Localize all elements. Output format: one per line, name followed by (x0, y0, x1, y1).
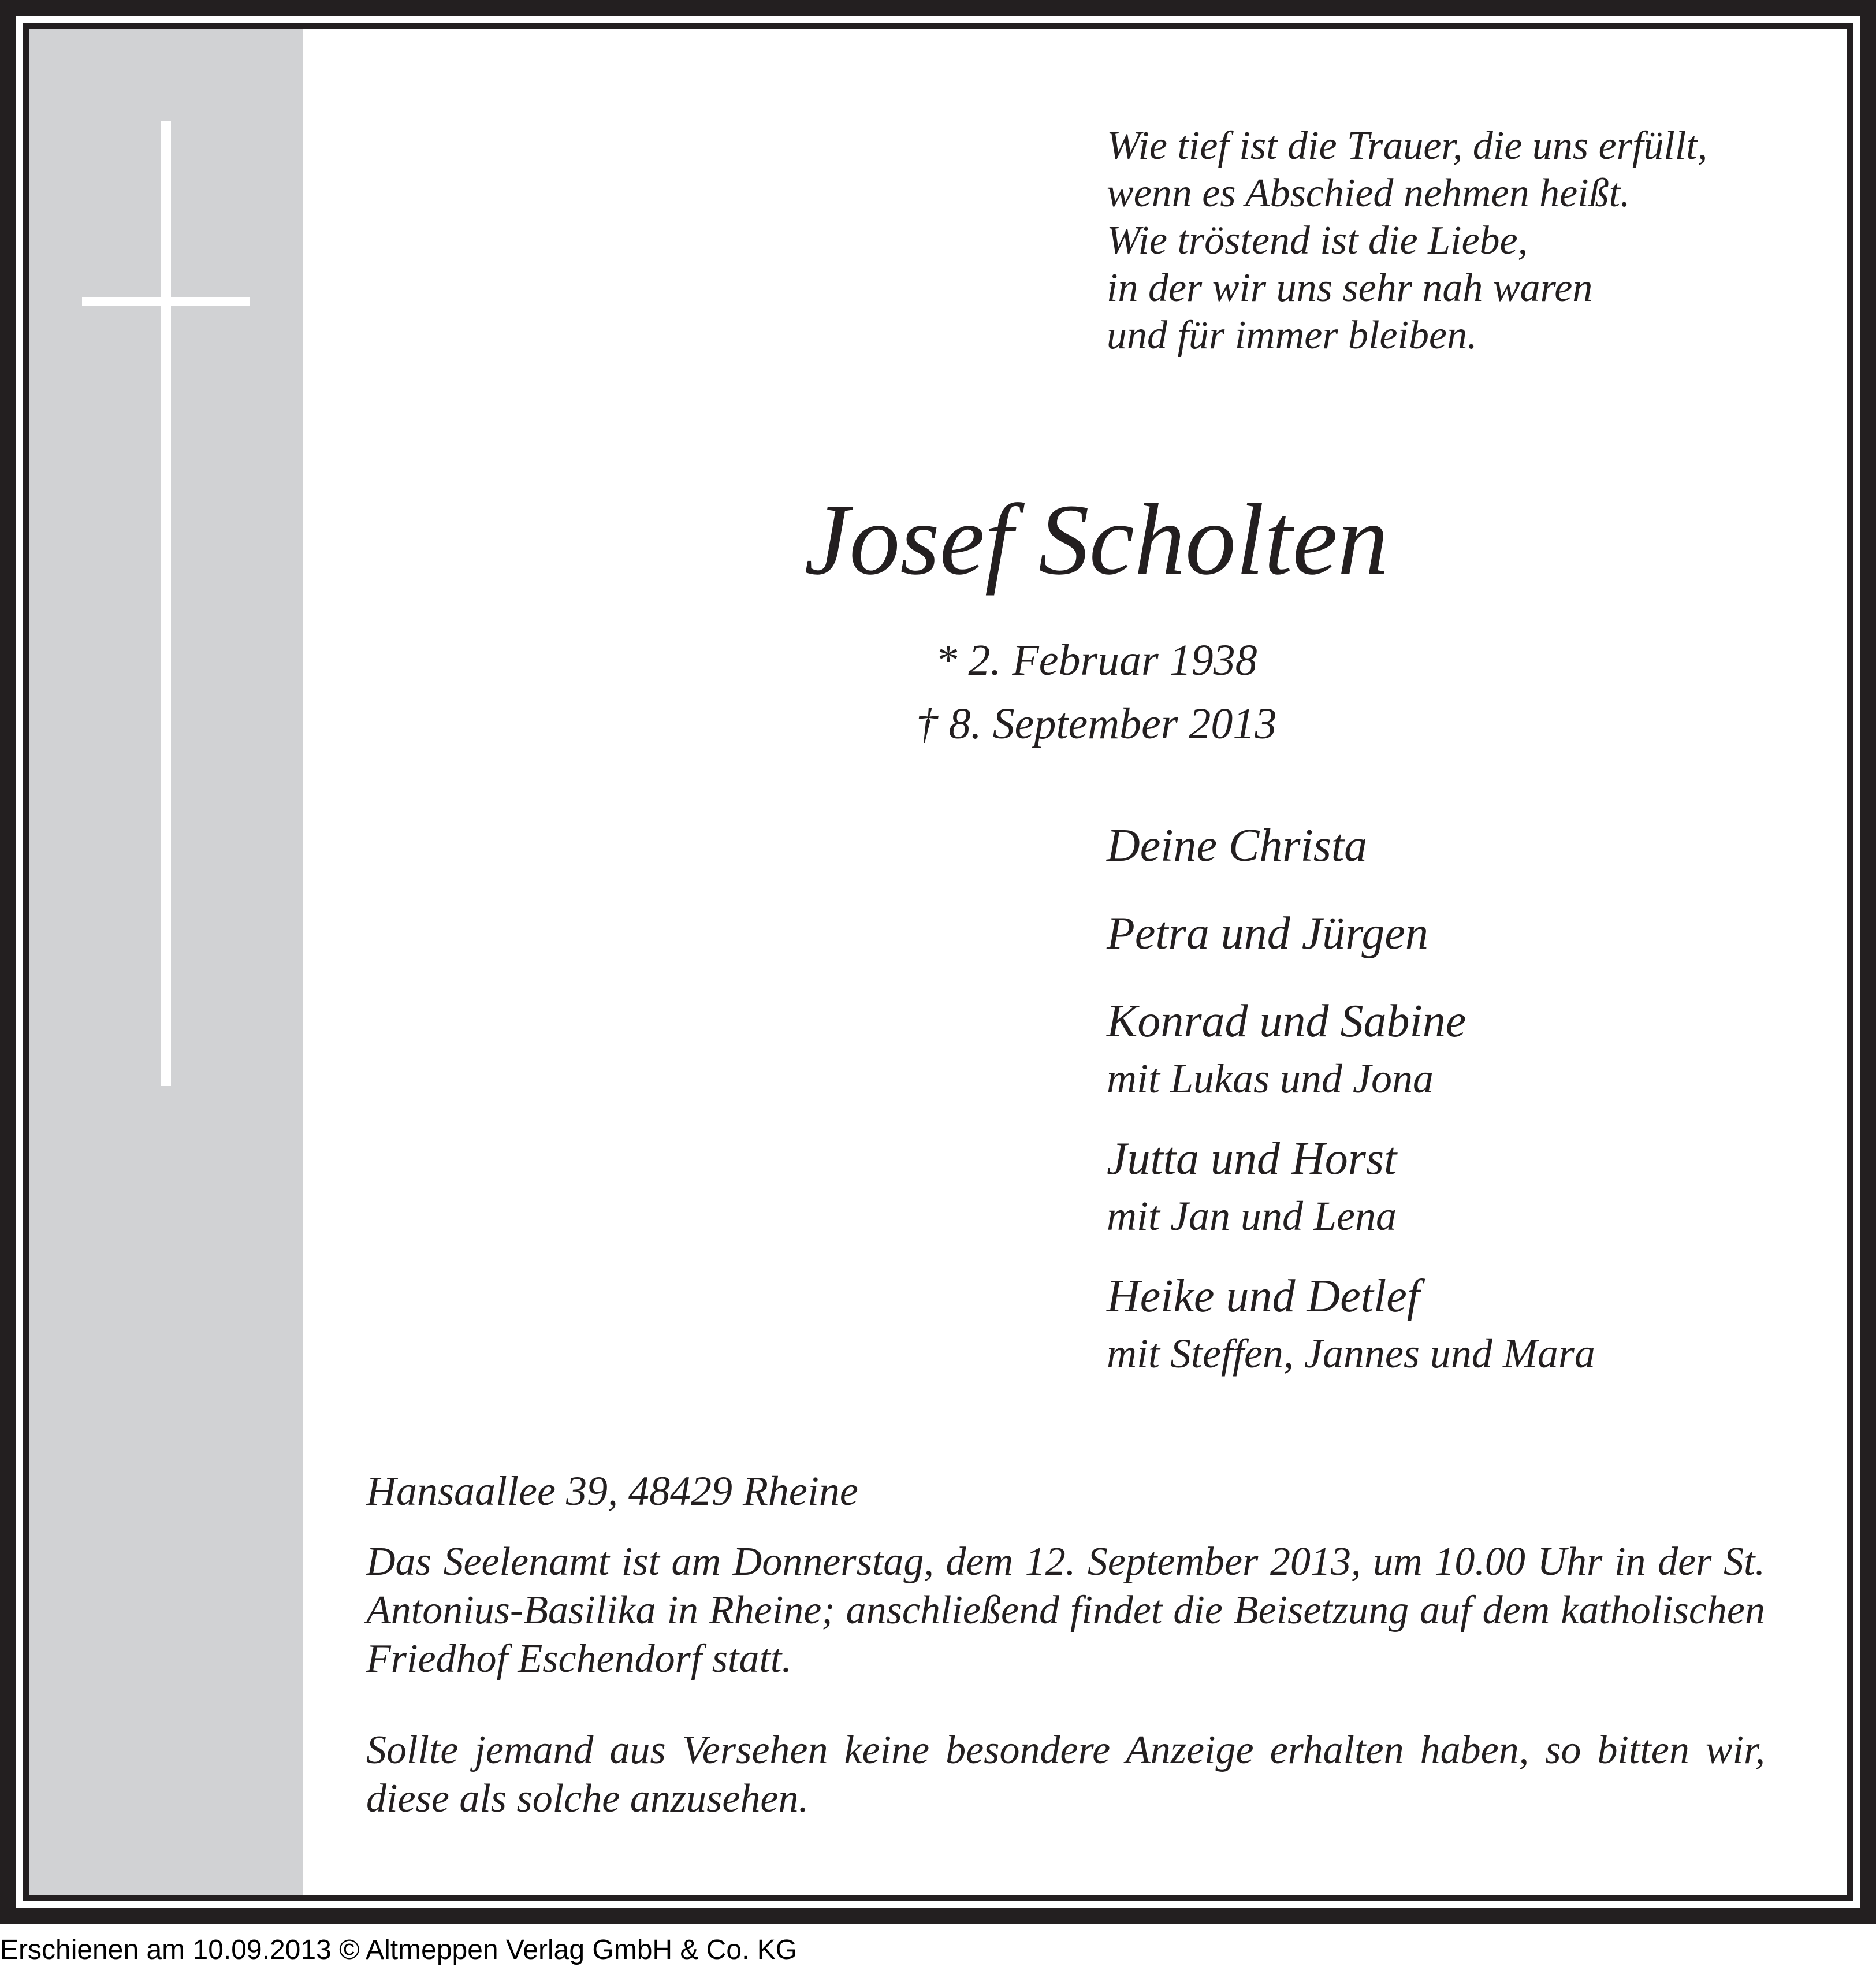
publication-footer: Erschienen am 10.09.2013 © Altmeppen Verlag GmbH & Co. KG (0, 1935, 798, 1965)
poem-line: in der wir uns sehr nah waren (1107, 266, 1593, 310)
poem-line: wenn es Abschied nehmen heißt. (1107, 171, 1631, 215)
life-dates (29, 629, 1847, 756)
mourner-main: Konrad und Sabine (1107, 996, 1466, 1047)
obituary-panel (29, 29, 1847, 1895)
mourner-group (1107, 989, 1595, 1103)
cross-icon (161, 121, 171, 1086)
mourner-main: Deine Christa (1107, 820, 1368, 871)
poem-line: Wie tief ist die Trauer, die uns erfüllt, (1107, 124, 1708, 168)
death-date: † 8. September 2013 (915, 700, 1277, 748)
cross-icon-crossbar (82, 297, 250, 306)
address: Hansaallee 39, 48429 Rheine (366, 1468, 858, 1514)
poem-line: Wie tröstend ist die Liebe, (1107, 218, 1528, 263)
mourners-list (1107, 813, 1595, 1401)
deceased-name (29, 479, 1847, 601)
mourner-children: mit Lukas und Jona (1107, 1055, 1434, 1102)
mourner-main: Petra und Jürgen (1107, 908, 1428, 959)
mourner-group (1107, 813, 1595, 878)
closing-notice: Sollte jemand aus Versehen keine besondere Anzeige erhalten haben, so bitten wir, diese als solche anzusehen. (366, 1728, 1765, 1821)
mourner-group (1107, 901, 1595, 966)
mourner-group (1107, 1126, 1595, 1241)
mourner-children: mit Jan und Lena (1107, 1193, 1397, 1239)
mourner-group (1107, 1264, 1595, 1378)
mourner-main: Heike und Detlef (1107, 1271, 1420, 1322)
mourner-main: Jutta und Horst (1107, 1133, 1397, 1184)
poem-line: und für immer bleiben. (1107, 313, 1477, 358)
service-notice: Das Seelenamt ist am Donnerstag, dem 12. September 2013, um 10.00 Uhr in der St. Antonius-Basilika in Rheine; anschließend findet die Beisetzung auf dem katholischen Friedhof Eschendorf statt. (366, 1540, 1765, 1681)
mourner-children: mit Steffen, Jannes und Mara (1107, 1330, 1595, 1377)
grey-sidebar (29, 29, 303, 1895)
poem (1107, 122, 1707, 359)
deceased-name-text: Josef Scholten (804, 484, 1389, 596)
birth-date: * 2. Februar 1938 (935, 636, 1257, 685)
